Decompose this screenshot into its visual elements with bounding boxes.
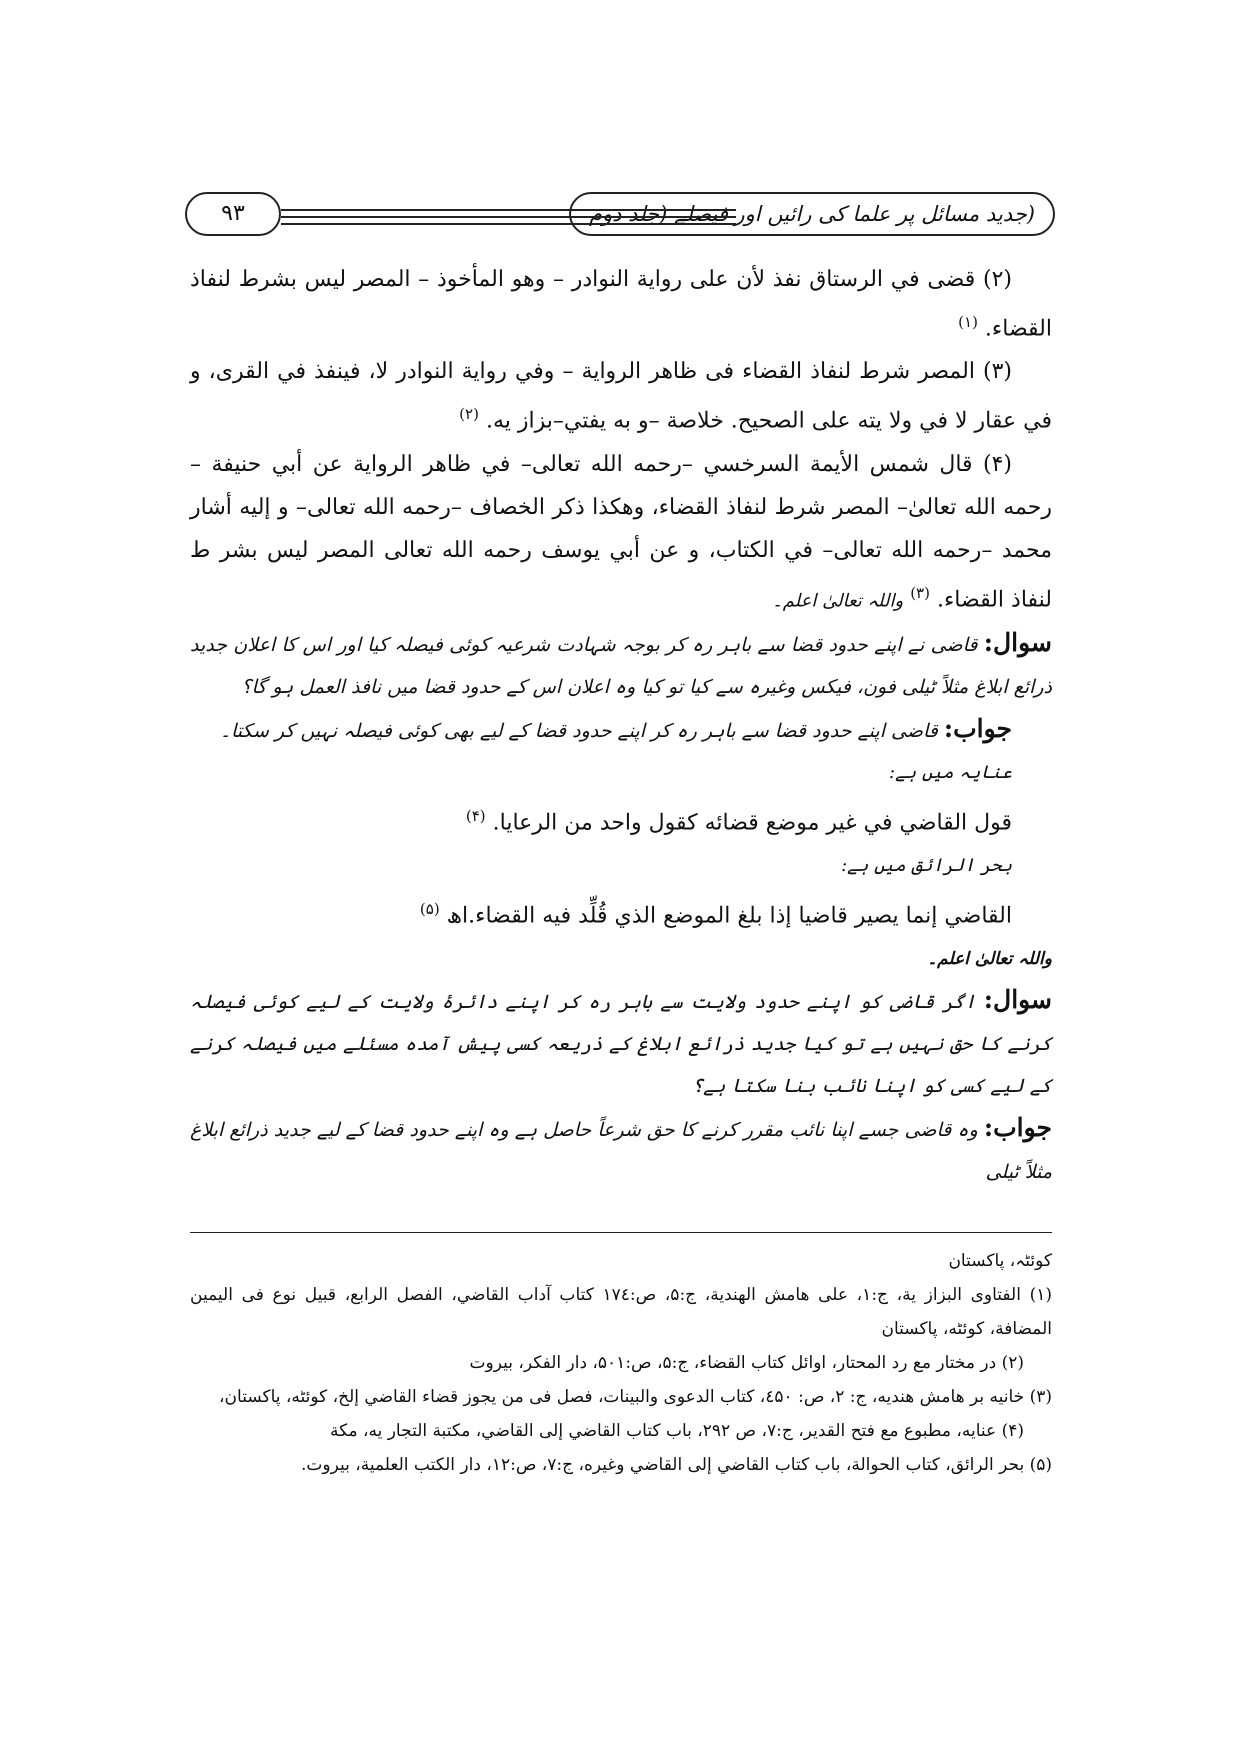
running-title: (جدید مسائل پر علما کی رائیں اور فیصلے (جلد دوم [569,192,1055,236]
quote-1 [190,794,1052,845]
header-rule [281,223,736,225]
answer-label: جواب: [983,1112,1052,1142]
footnotes [190,1244,1052,1482]
paragraph-3 [190,350,1052,442]
paragraph-text: (۴) قال شمس الأيمة السرخسي –رحمه الله تعالى– في ظاهر الرواية عن أبي حنيفة – رحمه الله تعالىٰ– المصر شرط لنفاذ القضاء، وهكذا ذكر الخصاف –رحمه الله تعالى– و إليه أشار محمد –رحمه الله تعالى– في الكتاب، و عن أبي يوسف رحمه الله تعالى المصر ليس بشر ط لنفاذ القضاء. [190,451,1052,612]
header-rule [281,216,736,218]
answer-2 [190,1107,1052,1193]
answer-text: وہ قاضی جسے اپنا نائب مقرر کرنے کا حق شرعاً حاصل ہے وہ اپنے حدود قضا کے لیے جدید ذرائع ابلاغ مثلاً ٹیلی [190,1118,1052,1183]
closing-phrase: واللہ تعالیٰ اعلم۔ [927,948,1052,969]
paragraph-4 [190,443,1052,622]
footnote-ref: (۲) [459,405,479,424]
question-2 [190,979,1052,1107]
question-text: اگر قاضی کو اپنے حدود ولایت سے باہر رہ کر اپنے دائرۂ ولایت کے لیے کوئی فیصلہ کرنے کا حق نہیں ہے تو کیا جدید ذرائع ابلاغ کے ذریعہ کسی پیش آمدہ مسئلے میں فیصلہ کرنے کے لیے کسی کو اپنا نائب بنا سکتا ہے؟ [190,990,1052,1097]
footnote-ref: (۴) [465,806,486,825]
page-header [185,190,1055,248]
paragraph-text: (۳) المصر شرط لنفاذ القضاء فى ظاهر الرواية – وفي رواية النوادر لا، فينفذ في القرى، و في عقار لا في ولا يته على الصحيح. خلاصة –و به يفتي–بزاز يه. [190,359,1052,434]
question-label: سوال: [983,627,1052,657]
footnote-4: (۴) عنايه، مطبوع مع فتح القدير، ج:۷، ص ۲۹۲، باب كتاب القاضي إلى القاضي، مكتبة التجار يه، مكة [329,1421,1024,1441]
footnote-2: (۲) در مختار مع رد المحتار، اوائل كتاب القضاء، ج:۵، ص:۵۰۱، دار الفكر، بيروت [469,1353,1024,1373]
footnote-1: (۱) الفتاوى البزاز ية، ج:۱، على هامش الهندية، ج:۵، ص:۱۷٤ كتاب آداب القاضي، الفصل الرابع، قبيل نوع فى اليمين المضافة، كوئٹه، پاكستان [190,1285,1052,1339]
answer-label: جواب: [943,713,1012,743]
page-number: ۹۳ [185,192,281,236]
answer-text: قاضی اپنے حدود قضا سے باہر رہ کر اپنے حدود قضا کے لیے بھی کوئی فیصلہ نہیں کر سکتا۔ [219,719,938,742]
source-label-inayah: عنایہ میں ہے: [889,761,1012,783]
footnote-5: (۵) بحر الرائق، كتاب الحوالة، باب كتاب القاضي إلى القاضي وغيره، ج:۷، ص:۱۲، دار الكتب العلمية، بيروت. [300,1455,1052,1475]
paragraph-2 [190,258,1052,350]
footnote-continuation: کوئٹہ، پاکستان [948,1251,1052,1271]
footnote-ref: (۱) [958,313,978,331]
closing-phrase: واللہ تعالیٰ اعلم۔ [772,589,904,611]
footnote-divider [190,1232,1052,1233]
answer-1 [190,708,1052,752]
main-text [190,258,1052,1193]
quote-text: قول القاضي في غير موضع قضائه كقول واحد من الرعايا. [492,810,1012,836]
question-1 [190,622,1052,708]
question-label: سوال: [983,984,1052,1014]
question-text: قاضی نے اپنے حدود قضا سے باہر رہ کر بوجہ شہادت شرعیہ کوئی فیصلہ کیا اور اس کا اعلان جدید ذرائع ابلاغ مثلاً ٹیلی فون، فیکس وغیرہ سے کیا تو کیا وہ اعلان اس کے حدود قضا میں نافذ العمل ہو گا؟ [190,633,1052,698]
footnote-ref: (۳) [910,583,930,602]
header-rule [281,209,736,211]
footnote-ref: (۵) [419,900,440,919]
paragraph-text: (۲) قضى في الرستاق نفذ لأن على رواية النوادر – وهو المأخوذ – المصر ليس بشرط لنفاذ القضاء. [190,267,1052,342]
footnote-3: (۳) خانيه بر هامش هنديه، ج: ۲، ص: ٤۵۰، كتاب الدعوى والبينات، فصل فى من يجوز قضاء القاضي إلخ، كوئٹه، پاكستان، [219,1387,1052,1407]
quote-2 [190,887,1052,938]
quote-text: القاضي إنما يصير قاضيا إذا بلغ الموضع الذي قُلِّد فيه القضاء.اھ [446,903,1012,929]
source-label-bahr: بحر الرائق میں ہے: [841,855,1012,877]
